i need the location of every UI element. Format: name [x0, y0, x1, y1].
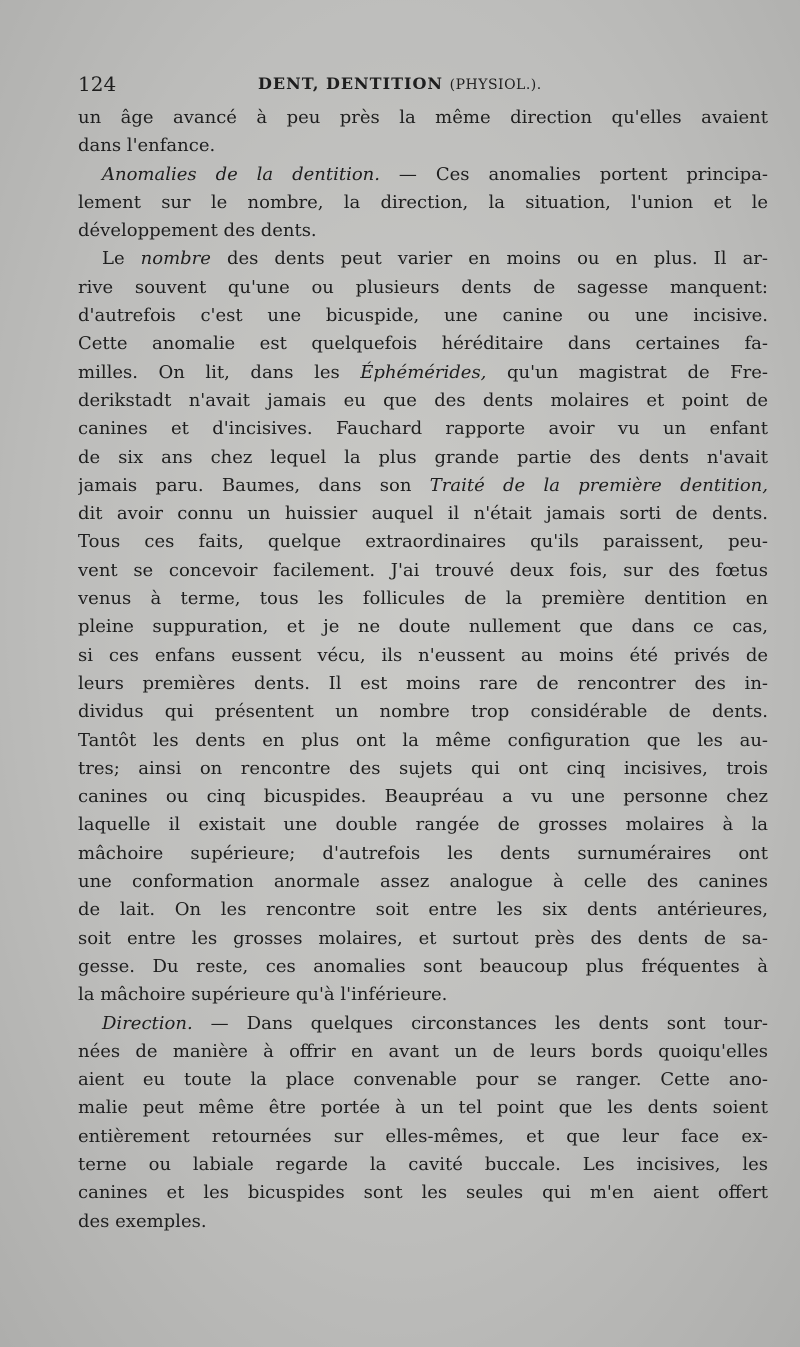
text-line: mâchoire supérieure; d'autrefois les dents surnuméraires ont	[78, 842, 768, 864]
body-text	[78, 104, 768, 1236]
running-head-title: DENT, DENTITION	[258, 74, 444, 93]
text-line: dit avoir connu un huissier auquel il n'était jamais sorti de dents.	[78, 503, 768, 525]
text-line: laquelle il existait une double rangée de grosses molaires à la	[78, 814, 768, 836]
text-line: canines et d'incisives. Fauchard rapporte avoir vu un enfant	[78, 418, 768, 440]
text-line: des exemples.	[78, 1210, 207, 1232]
text-line: malie peut même être portée à un tel point que les dents soient	[78, 1097, 768, 1119]
text-line: gesse. Du reste, ces anomalies sont beaucoup plus fréquentes à	[78, 955, 768, 977]
page-header	[78, 72, 768, 98]
text-line: jamais paru. Baumes, dans son Traité de la première dentition,	[78, 474, 768, 496]
text-line: une conformation anormale assez analogue à celle des canines	[78, 871, 768, 893]
text-line: venus à terme, tous les follicules de la première dentition en	[78, 588, 768, 610]
text-line: rive souvent qu'une ou plusieurs dents de sagesse manquent:	[78, 276, 768, 298]
text-line: d'autrefois c'est une bicuspide, une canine ou une incisive.	[78, 305, 768, 327]
section-heading-anomalies: Anomalies de la dentition.	[102, 163, 380, 185]
text-line: vent se concevoir facilement. J'ai trouvé deux fois, sur des fœtus	[78, 559, 768, 581]
section-heading-line: Anomalies de la dentition. — Ces anomalies portent principa-	[102, 163, 768, 185]
text-line: de six ans chez lequel la plus grande partie des dents n'avait	[78, 446, 768, 468]
text-line: si ces enfans eussent vécu, ils n'eussent au moins été privés de	[78, 644, 768, 666]
text-line: derikstadt n'avait jamais eu que des dents molaires et point de	[78, 389, 768, 411]
text-line: lement sur le nombre, la direction, la situation, l'union et le	[78, 191, 768, 213]
text-line: canines ou cinq bicuspides. Beaupréau a vu une personne chez	[78, 786, 768, 808]
text-line: dans l'enfance.	[78, 135, 216, 157]
text-line: pleine suppuration, et je ne doute nullement que dans ce cas,	[78, 616, 768, 638]
text-line: nées de manière à offrir en avant un de leurs bords quoiqu'elles	[78, 1040, 768, 1062]
text-line: de lait. On les rencontre soit entre les six dents antérieures,	[78, 899, 768, 921]
text-line: développement des dents.	[78, 220, 317, 242]
section-heading-direction: Direction.	[102, 1012, 193, 1034]
text-line: Tous ces faits, quelque extraordinaires qu'ils paraissent, peu-	[78, 531, 768, 553]
text-line: Le nombre des dents peut varier en moins ou en plus. Il ar-	[102, 248, 768, 270]
text-line: canines et les bicuspides sont les seules qui m'en aient offert	[78, 1182, 768, 1204]
text-line: dividus qui présentent un nombre trop considérable de dents.	[78, 701, 768, 723]
running-head-subtitle: (PHYSIOL.).	[449, 77, 542, 93]
text-line: aient eu toute la place convenable pour se ranger. Cette ano-	[78, 1069, 768, 1091]
text-line: tres; ainsi on rencontre des sujets qui ont cinq incisives, trois	[78, 757, 768, 779]
running-head	[258, 74, 542, 93]
text-line: un âge avancé à peu près la même direction qu'elles avaient	[78, 107, 768, 128]
text-line: milles. On lit, dans les Éphémérides, qu'un magistrat de Fre-	[78, 361, 768, 383]
page-number: 124	[78, 72, 117, 96]
text-line: entièrement retournées sur elles-mêmes, et que leur face ex-	[78, 1125, 768, 1147]
text-line: Cette anomalie est quelquefois héréditaire dans certaines fa-	[78, 333, 768, 355]
text-line: soit entre les grosses molaires, et surtout près des dents de sa-	[78, 927, 768, 949]
text-line: terne ou labiale regarde la cavité buccale. Les incisives, les	[78, 1153, 768, 1175]
text-line: Tantôt les dents en plus ont la même configuration que les au-	[78, 729, 768, 751]
section-heading-line: Direction. — Dans quelques circonstances les dents sont tour-	[102, 1012, 768, 1034]
text-line: leurs premières dents. Il est moins rare de rencontrer des in-	[78, 672, 768, 694]
text-line: la mâchoire supérieure qu'à l'inférieure.	[78, 984, 448, 1006]
